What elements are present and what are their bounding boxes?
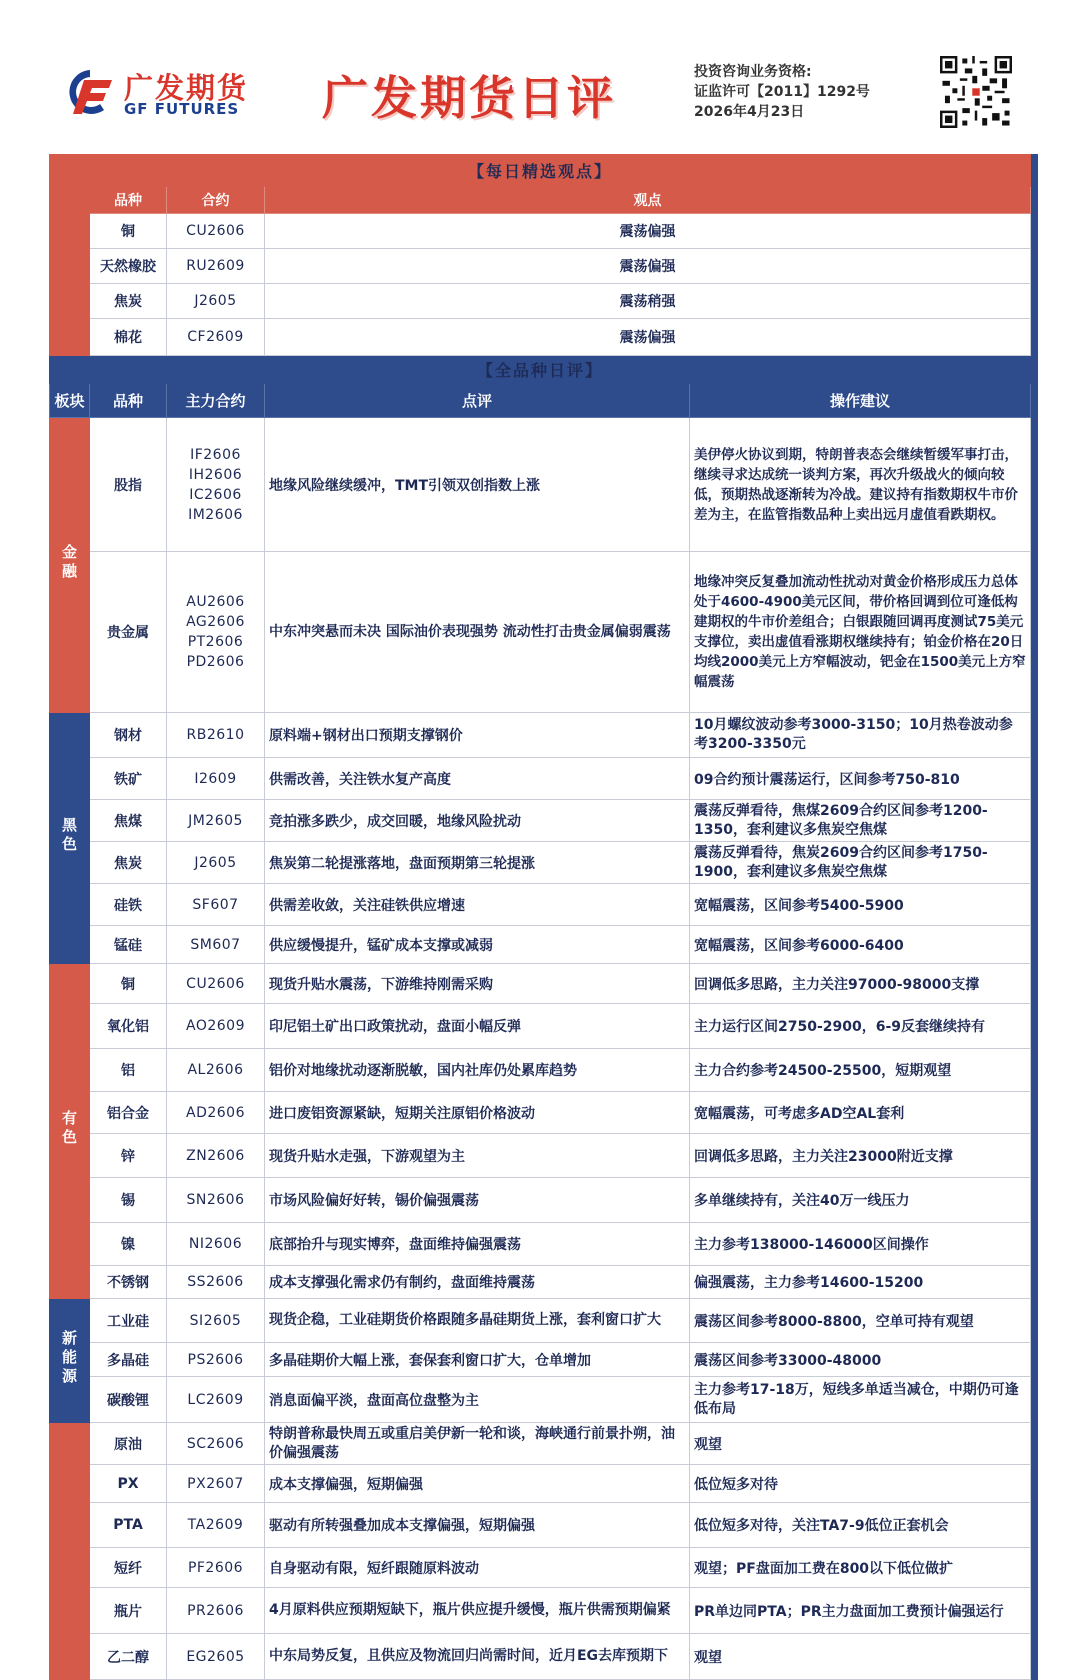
col-variety: 品种 xyxy=(90,384,167,418)
variety-name: 焦炭 xyxy=(90,842,167,884)
featured-view: 震荡偏强 xyxy=(265,319,1031,356)
logo-text-cn: 广发期货 xyxy=(124,71,249,105)
advice-text: 观望 xyxy=(690,1634,1031,1680)
comment-text: 成本支撑偏强，短期偏强 xyxy=(265,1465,690,1503)
col-contract: 主力合约 xyxy=(167,384,265,418)
variety-name: 工业硅 xyxy=(90,1299,167,1343)
advice-text: 震荡反弹看待，焦煤2609合约区间参考1200-1350，套利建议多焦炭空焦煤 xyxy=(690,800,1031,842)
advice-text: 震荡区间参考8000-8800，空单可持有观望 xyxy=(690,1299,1031,1343)
comment-text: 成本支撑强化需求仍有制约，盘面维持震荡 xyxy=(265,1266,690,1299)
comment-text: 铝价对地缘扰动逐渐脱敏，国内社库仍处累库趋势 xyxy=(265,1049,690,1092)
advice-text: PR单边同PTA；PR主力盘面加工费预计偏强运行 xyxy=(690,1588,1031,1634)
comment-text: 供需差收敛，关注硅铁供应增速 xyxy=(265,884,690,926)
sector-finance xyxy=(50,418,90,713)
comment-text: 中东局势反复，且供应及物流回归尚需时间，近月EG去库预期下 xyxy=(265,1634,690,1680)
col-advice: 操作建议 xyxy=(690,384,1031,418)
sector-new-energy xyxy=(50,1299,90,1423)
advice-text: 主力运行区间2750-2900，6-9反套继续持有 xyxy=(690,1004,1031,1049)
variety-name: 镍 xyxy=(90,1223,167,1266)
variety-name: 短纤 xyxy=(90,1548,167,1588)
comment-text: 原料端+钢材出口预期支撑钢价 xyxy=(265,713,690,758)
comment-text: 进口废铝资源紧缺，短期关注原铝价格波动 xyxy=(265,1092,690,1134)
advice-text: 震荡反弹看待，焦炭2609合约区间参考1750-1900，套利建议多焦炭空焦煤 xyxy=(690,842,1031,884)
comment-text: 多晶硅期价大幅上涨，套保套利窗口扩大，仓单增加 xyxy=(265,1343,690,1377)
advice-text: 震荡区间参考33000-48000 xyxy=(690,1343,1031,1377)
contract-code: PR2606 xyxy=(167,1588,265,1634)
contract-list xyxy=(167,418,265,552)
featured-col-variety: 品种 xyxy=(90,187,167,214)
variety-name: 硅铁 xyxy=(90,884,167,926)
comment-text: 印尼铝土矿出口政策扰动，盘面小幅反弹 xyxy=(265,1004,690,1049)
advice-text: 主力合约参考24500-25500，短期观望 xyxy=(690,1049,1031,1092)
variety-name: 锰硅 xyxy=(90,926,167,964)
advice-text: 美伊停火协议到期，特朗普表态会继续暂缓军事打击，继续寻求达成统一谈判方案，再次升级战火的倾向较低，预期热战逐渐转为冷战。建议持有指数期权牛市价差为主，在监管指数品种上卖出远月虚值看跌期权。 xyxy=(690,418,1031,552)
contract-code: SM607 xyxy=(167,926,265,964)
logo-text-en: GF FUTURES xyxy=(124,100,240,118)
advice-text: 观望；PF盘面加工费在800以下低位做扩 xyxy=(690,1548,1031,1588)
variety-name: 铜 xyxy=(90,964,167,1004)
comment-text: 地缘风险继续缓冲，TMT引领双创指数上涨 xyxy=(265,418,690,552)
comment-text: 中东冲突悬而未决 国际油价表现强势 流动性打击贵金属偏弱震荡 xyxy=(265,552,690,713)
featured-variety: 天然橡胶 xyxy=(90,249,167,284)
variety-name: 乙二醇 xyxy=(90,1634,167,1680)
sector-energy-chemical xyxy=(50,1423,90,1680)
page-title: 广发期货日评 xyxy=(322,71,616,125)
advice-text: 主力参考17-18万，短线多单适当减仓，中期仍可逢低布局 xyxy=(690,1377,1031,1423)
advice-text: 10月螺纹波动参考3000-3150；10月热卷波动参考3200-3350元 xyxy=(690,713,1031,758)
variety-name: 氧化铝 xyxy=(90,1004,167,1049)
variety-name: 铝 xyxy=(90,1049,167,1092)
variety-name: 瓶片 xyxy=(90,1588,167,1634)
advice-text: 观望 xyxy=(690,1423,1031,1465)
sector-nonferrous xyxy=(50,964,90,1299)
featured-view: 震荡偏强 xyxy=(265,214,1031,249)
variety-name: PTA xyxy=(90,1503,167,1548)
advice-text: 偏强震荡，主力参考14600-15200 xyxy=(690,1266,1031,1299)
contract-code: SN2606 xyxy=(167,1178,265,1223)
qualification-line: 投资咨询业务资格: xyxy=(694,64,812,80)
sector-label: 新能源 xyxy=(60,1330,78,1387)
featured-side-bar xyxy=(50,187,90,356)
contract-code: TA2609 xyxy=(167,1503,265,1548)
variety-name: 不锈钢 xyxy=(90,1266,167,1299)
comment-text: 现货升贴水走强，下游观望为主 xyxy=(265,1134,690,1178)
featured-contract: CU2606 xyxy=(167,214,265,249)
contract-code: IC2606 xyxy=(189,486,242,503)
qualification-info xyxy=(694,62,870,122)
contract-code: PF2606 xyxy=(167,1548,265,1588)
contract-code: IM2606 xyxy=(188,506,243,523)
contract-code: IF2606 xyxy=(190,446,241,463)
contract-code: PS2606 xyxy=(167,1343,265,1377)
variety-name: 原油 xyxy=(90,1423,167,1465)
variety-name: 碳酸锂 xyxy=(90,1377,167,1423)
contract-code: EG2605 xyxy=(167,1634,265,1680)
featured-contract: RU2609 xyxy=(167,249,265,284)
contract-list xyxy=(167,552,265,713)
comment-text: 供应缓慢提升，锰矿成本支撑或减弱 xyxy=(265,926,690,964)
sector-label: 有色 xyxy=(60,1110,78,1148)
contract-code: SI2605 xyxy=(167,1299,265,1343)
variety-name: 多晶硅 xyxy=(90,1343,167,1377)
comment-text: 现货企稳，工业硅期货价格跟随多晶硅期货上涨，套利窗口扩大 xyxy=(265,1299,690,1343)
comment-text: 竞拍涨多跌少，成交回暖，地缘风险扰动 xyxy=(265,800,690,842)
variety-name: 贵金属 xyxy=(90,552,167,713)
contract-code: AU2606 xyxy=(186,594,245,610)
right-edge-stripe xyxy=(1030,154,1038,1680)
report-date: 2026年4月23日 xyxy=(694,104,805,120)
contract-code: RB2610 xyxy=(167,713,265,758)
contract-code: JM2605 xyxy=(167,800,265,842)
contract-code: LC2609 xyxy=(167,1377,265,1423)
comment-text: 自身驱动有限，短纤跟随原料波动 xyxy=(265,1548,690,1588)
contract-code: AG2606 xyxy=(186,614,245,630)
contract-code: IH2606 xyxy=(188,466,243,483)
advice-text: 回调低多思路，主力关注23000附近支撑 xyxy=(690,1134,1031,1178)
page-header xyxy=(0,0,1073,154)
featured-contract: J2605 xyxy=(167,284,265,319)
variety-name: 铁矿 xyxy=(90,758,167,800)
contract-code: AO2609 xyxy=(167,1004,265,1049)
comment-text: 市场风险偏好好转，锡价偏强震荡 xyxy=(265,1178,690,1223)
contract-code: PT2606 xyxy=(187,634,244,650)
variety-name: PX xyxy=(90,1465,167,1503)
contract-code: PD2606 xyxy=(186,654,245,670)
variety-name: 锌 xyxy=(90,1134,167,1178)
comment-text: 消息面偏平淡，盘面高位盘整为主 xyxy=(265,1377,690,1423)
advice-text: 主力参考138000-146000区间操作 xyxy=(690,1223,1031,1266)
featured-contract: CF2609 xyxy=(167,319,265,356)
contract-code: SS2606 xyxy=(167,1266,265,1299)
advice-text: 宽幅震荡，区间参考6000-6400 xyxy=(690,926,1031,964)
contract-code: I2609 xyxy=(167,758,265,800)
advice-text: 宽幅震荡，区间参考5400-5900 xyxy=(690,884,1031,926)
contract-code: AD2606 xyxy=(167,1092,265,1134)
advice-text: 多单继续持有，关注40万一线压力 xyxy=(690,1178,1031,1223)
featured-variety: 棉花 xyxy=(90,319,167,356)
featured-banner: 【每日精选观点】 xyxy=(50,155,1031,187)
advice-text: 低位短多对待 xyxy=(690,1465,1031,1503)
advice-text: 地缘冲突反复叠加流动性扰动对黄金价格形成压力总体处于4600-4900美元区间，带价格回调到位可逢低构建期权的牛市价差组合；白银跟随回调再度测试75美元支撑位，卖出虚值看涨期权继续持有；铂金价格在20日均线2000美元上方窄幅波动，钯金在1500美元上方窄幅震荡 xyxy=(690,552,1031,713)
contract-code: ZN2606 xyxy=(167,1134,265,1178)
variety-name: 钢材 xyxy=(90,713,167,758)
featured-view: 震荡稍强 xyxy=(265,284,1031,319)
advice-text: 宽幅震荡，可考虑多AD空AL套利 xyxy=(690,1092,1031,1134)
comment-text: 供需改善，关注铁水复产高度 xyxy=(265,758,690,800)
comment-text: 焦炭第二轮提涨落地，盘面预期第三轮提涨 xyxy=(265,842,690,884)
contract-code: AL2606 xyxy=(167,1049,265,1092)
variety-name: 铝合金 xyxy=(90,1092,167,1134)
comment-text: 现货升贴水震荡，下游维持刚需采购 xyxy=(265,964,690,1004)
featured-view: 震荡偏强 xyxy=(265,249,1031,284)
gf-logo-icon xyxy=(60,66,116,118)
advice-text: 09合约预计震荡运行，区间参考750-810 xyxy=(690,758,1031,800)
advice-text: 低位短多对待，关注TA7-9低位正套机会 xyxy=(690,1503,1031,1548)
comment-text: 特朗普称最快周五或重启美伊新一轮和谈，海峡通行前景扑朔，油价偏强震荡 xyxy=(265,1423,690,1465)
contract-code: SF607 xyxy=(167,884,265,926)
comment-text: 驱动有所转强叠加成本支撑偏强，短期偏强 xyxy=(265,1503,690,1548)
license-number: 证监许可【2011】1292号 xyxy=(694,84,870,100)
qr-code-icon[interactable] xyxy=(940,56,1012,128)
col-comment: 点评 xyxy=(265,384,690,418)
comment-text: 底部抬升与现实博弈，盘面维持偏强震荡 xyxy=(265,1223,690,1266)
contract-code: PX2607 xyxy=(167,1465,265,1503)
contract-code: SC2606 xyxy=(167,1423,265,1465)
featured-col-view: 观点 xyxy=(265,187,1031,214)
sector-label: 黑色 xyxy=(60,817,78,855)
sector-black xyxy=(50,713,90,964)
contract-code: CU2606 xyxy=(167,964,265,1004)
sector-label: 金融 xyxy=(60,544,78,582)
daily-review-table xyxy=(49,154,1031,1680)
contract-code: NI2606 xyxy=(167,1223,265,1266)
featured-col-contract: 合约 xyxy=(167,187,265,214)
all-varieties-banner: 【全品种日评】 xyxy=(50,356,1031,384)
featured-variety: 焦炭 xyxy=(90,284,167,319)
col-sector: 板块 xyxy=(50,384,90,418)
variety-name: 焦煤 xyxy=(90,800,167,842)
contract-code: J2605 xyxy=(167,842,265,884)
advice-text: 回调低多思路，主力关注97000-98000支撑 xyxy=(690,964,1031,1004)
variety-name: 股指 xyxy=(90,418,167,552)
comment-text: 4月原料供应预期短缺下，瓶片供应提升缓慢，瓶片供需预期偏紧 xyxy=(265,1588,690,1634)
featured-variety: 铜 xyxy=(90,214,167,249)
variety-name: 锡 xyxy=(90,1178,167,1223)
